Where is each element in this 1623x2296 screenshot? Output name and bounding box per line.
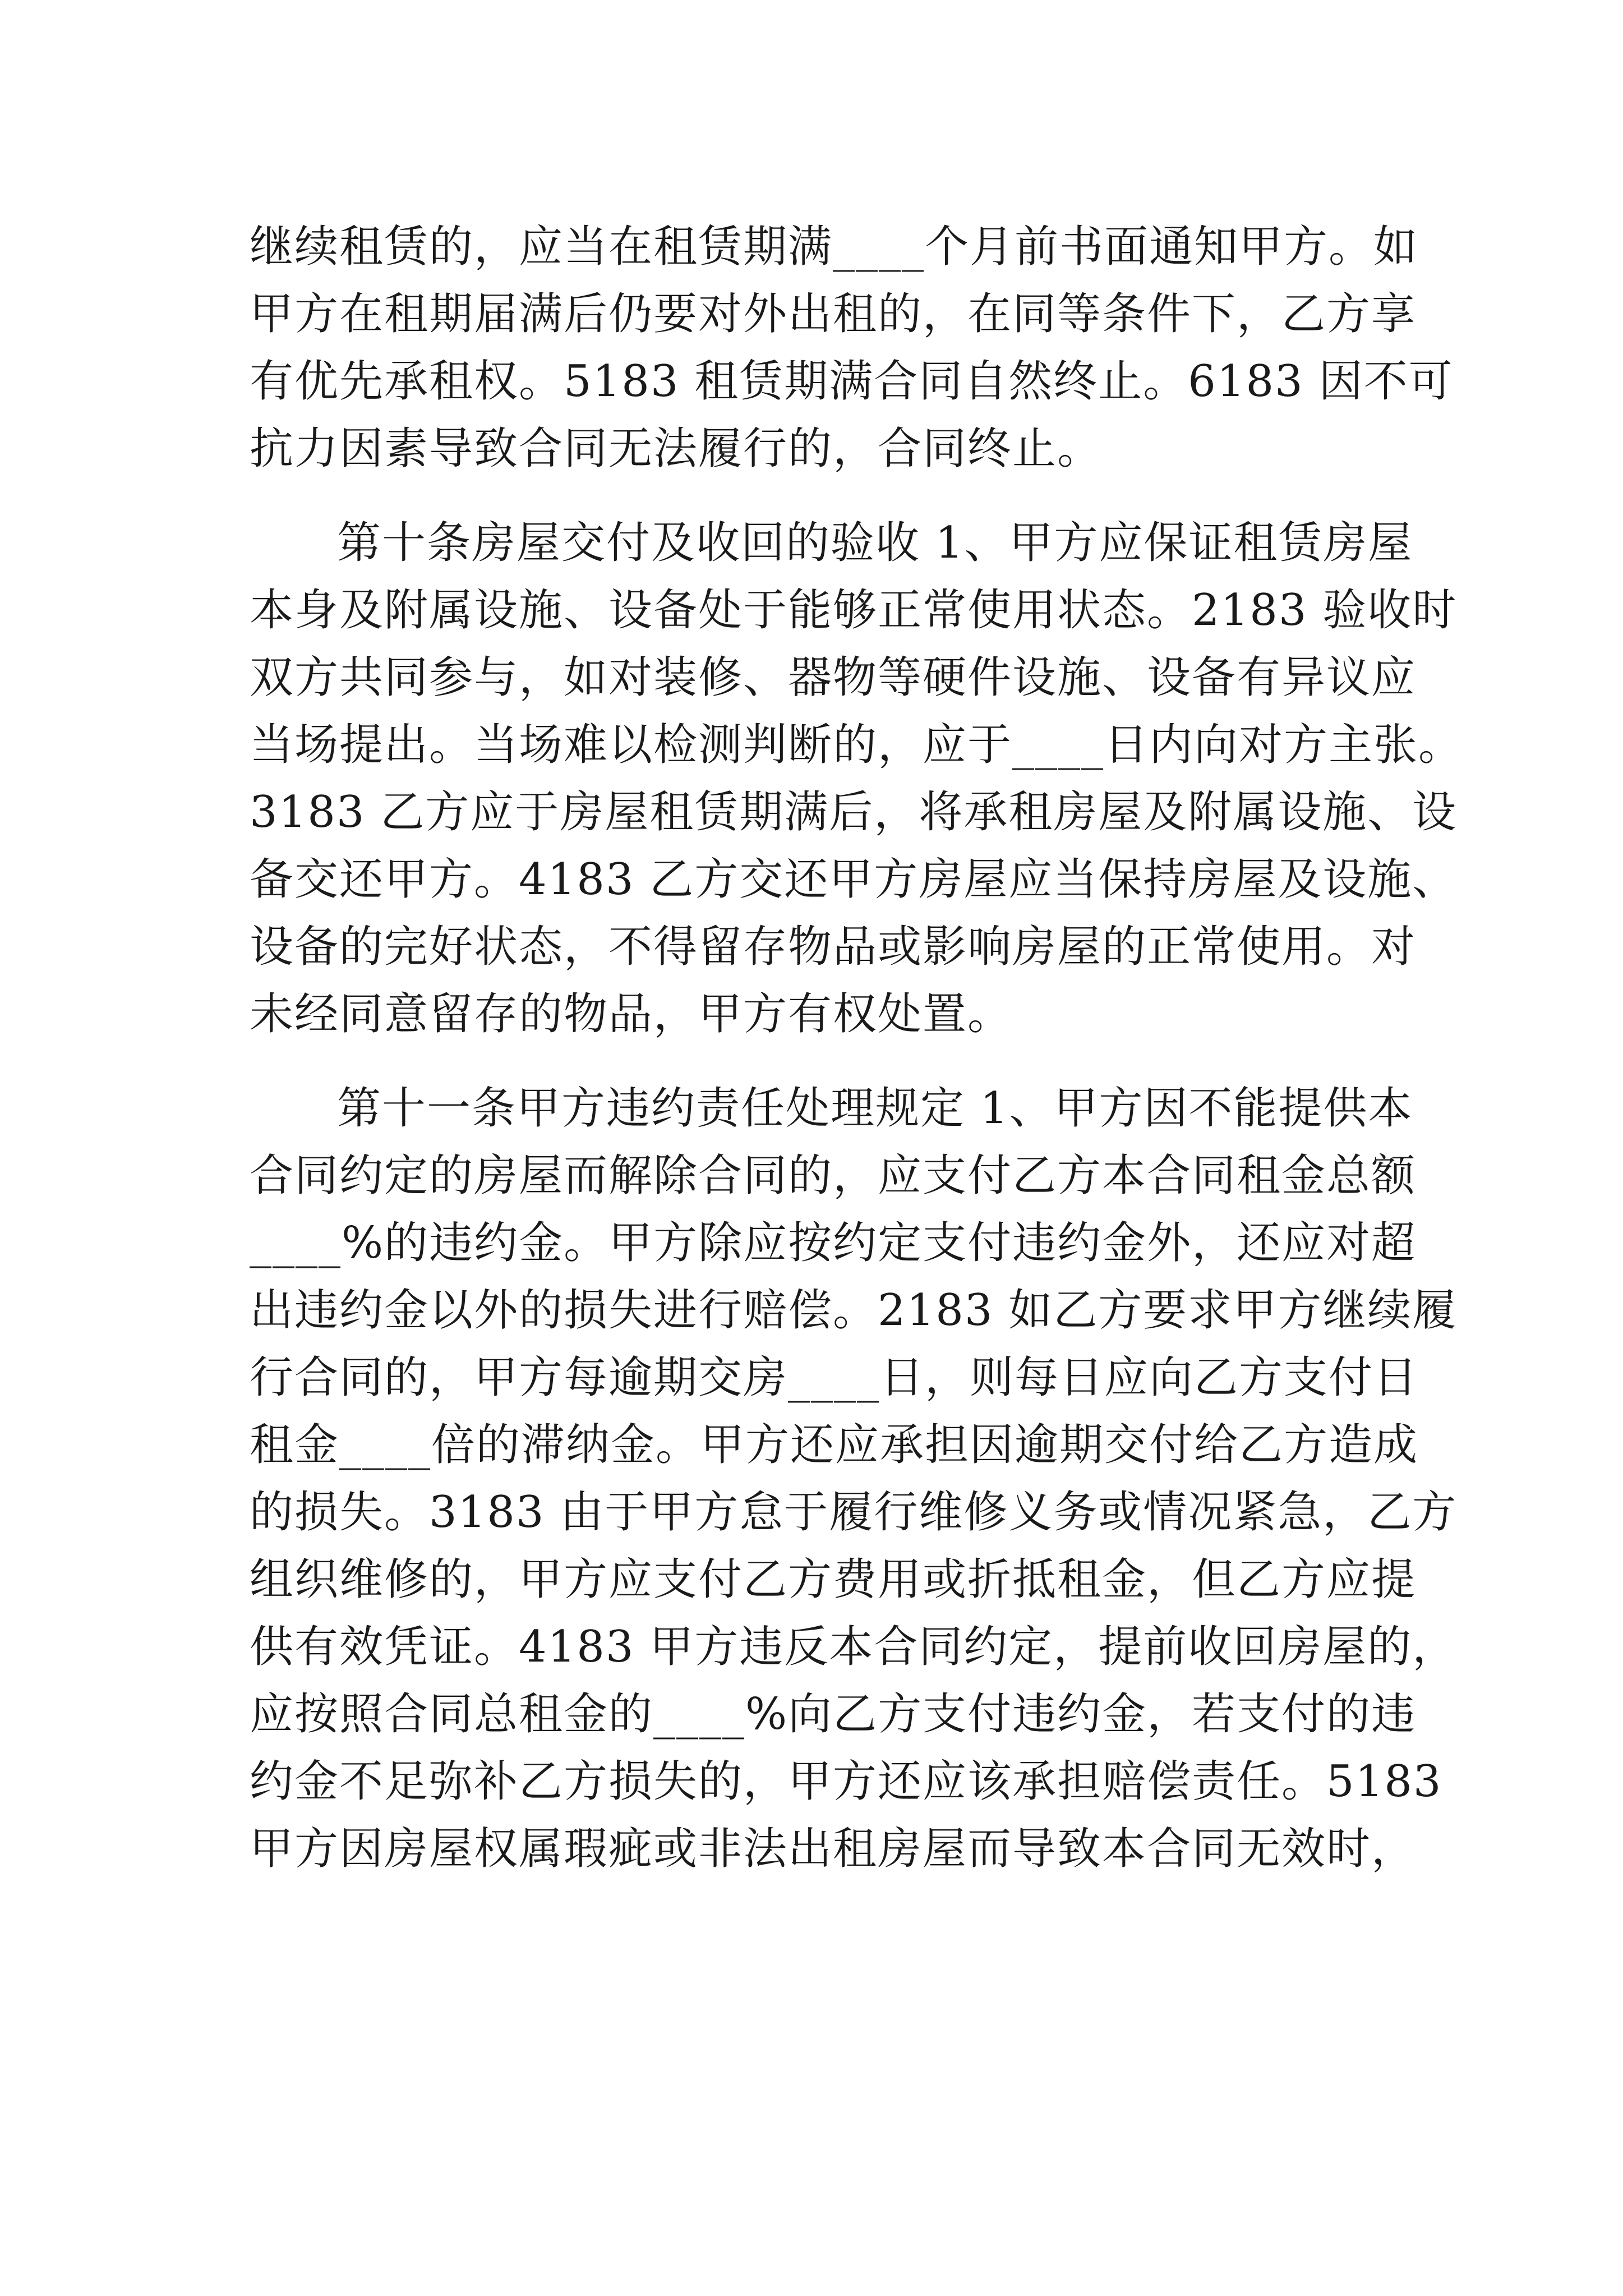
text-line: 本身及附属设施、设备处于能够正常使用状态。2183 验收时: [250, 585, 1458, 636]
text-line: 甲方因房屋权属瑕疵或非法出租房屋而导致本合同无效时，: [250, 1824, 1417, 1874]
text-line: 供有效凭证。4183 甲方违反本合同约定，提前收回房屋的，: [250, 1622, 1458, 1672]
text-line: ____%的违约金。甲方除应按约定支付违约金外，还应对超: [250, 1218, 1417, 1268]
text-line: 甲方在租期届满后仍要对外出租的，在同等条件下，乙方享: [250, 289, 1417, 339]
paragraph-1: [250, 213, 1454, 482]
text-line: 行合同的，甲方每逾期交房____日，则每日应向乙方支付日: [250, 1352, 1419, 1403]
text-line: 抗力因素导致合同无法履行的，合同终止。: [250, 424, 1103, 474]
text-line: 的损失。3183 由于甲方怠于履行维修义务或情况紧急，乙方: [250, 1487, 1458, 1538]
paragraph-spacer: [250, 482, 1399, 509]
paragraph-spacer: [250, 1048, 1399, 1075]
paragraph-3: [250, 1075, 1458, 1883]
text-line: 租金____倍的滞纳金。甲方还应承担因逾期交付给乙方造成: [250, 1420, 1419, 1470]
text-line: 备交还甲方。4183 乙方交还甲方房屋应当保持房屋及设施、: [250, 854, 1458, 905]
text-line: 未经同意留存的物品，甲方有权处置。: [250, 989, 1013, 1039]
text-line: 应按照合同总租金的____%向乙方支付违约金，若支付的违: [250, 1689, 1417, 1740]
text-line: 当场提出。当场难以检测判断的，应于____日内向对方主张。: [250, 720, 1464, 770]
text-line: 第十条房屋交付及收回的验收 1、甲方应保证租赁房屋: [337, 518, 1413, 568]
text-line: 约金不足弥补乙方损失的，甲方还应该承担赔偿责任。5183: [250, 1756, 1442, 1807]
text-line: 第十一条甲方违约责任处理规定 1、甲方因不能提供本: [337, 1083, 1413, 1134]
text-line: 组织维修的，甲方应支付乙方费用或折抵租金，但乙方应提: [250, 1554, 1417, 1605]
text-line: 设备的完好状态，不得留存物品或影响房屋的正常使用。对: [250, 922, 1417, 972]
text-line: 双方共同参与，如对装修、器物等硬件设施、设备有异议应: [250, 652, 1417, 703]
document-body: [250, 213, 1464, 1883]
text-line: 出违约金以外的损失进行赔偿。2183 如乙方要求甲方继续履: [250, 1285, 1458, 1336]
text-line: 继续租赁的，应当在租赁期满____个月前书面通知甲方。如: [250, 222, 1419, 272]
text-line: 合同约定的房屋而解除合同的，应支付乙方本合同租金总额: [250, 1151, 1417, 1201]
text-line: 有优先承租权。5183 租赁期满合同自然终止。6183 因不可: [250, 356, 1454, 407]
paragraph-2: [250, 509, 1464, 1048]
text-line: 3183 乙方应于房屋租赁期满后，将承租房屋及附属设施、设: [250, 787, 1458, 838]
